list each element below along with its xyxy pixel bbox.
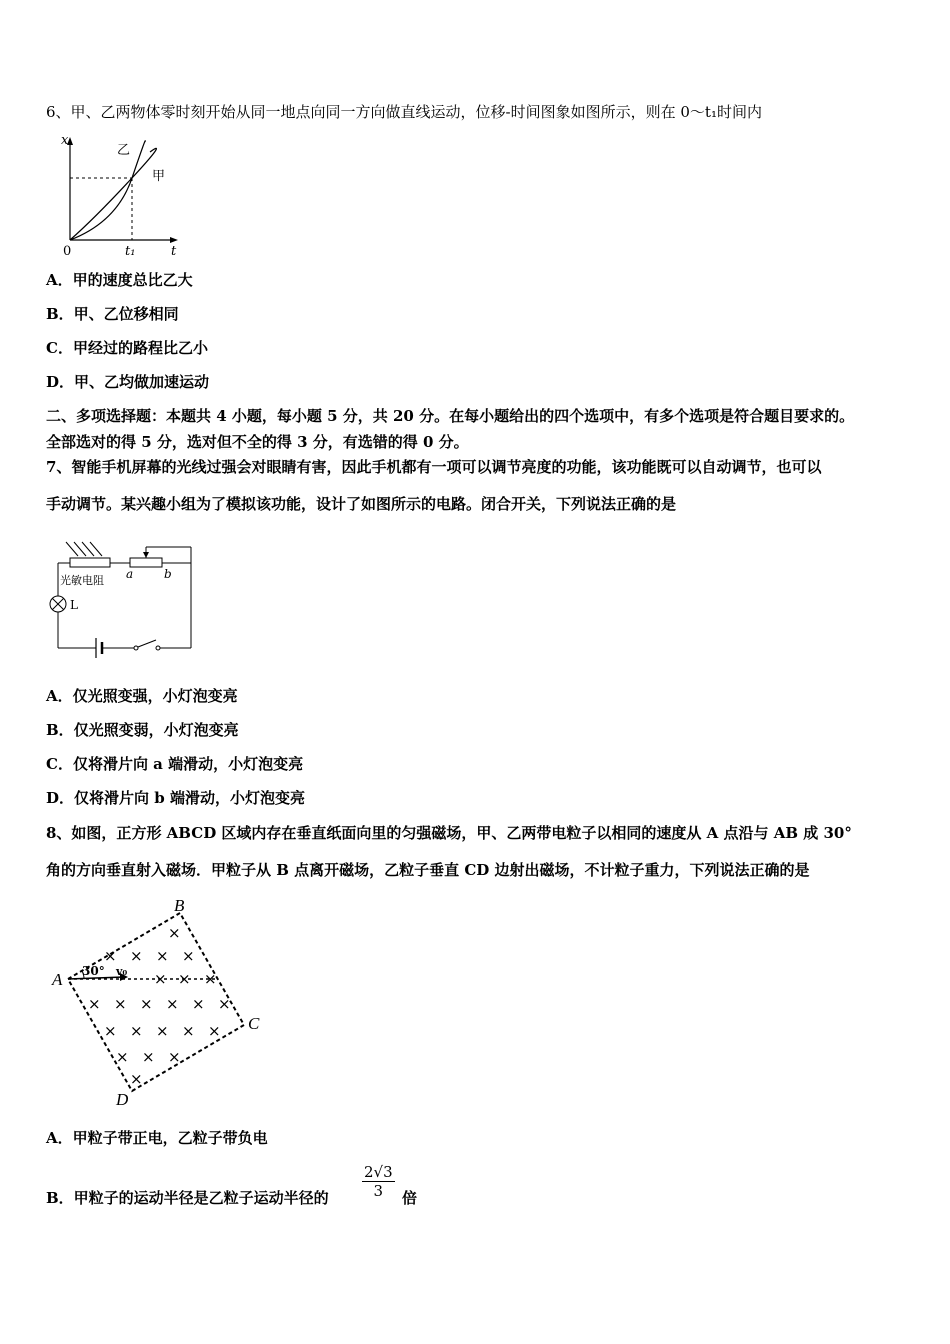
q7-stem-line2: 手动调节。某兴趣小组为了模拟该功能，设计了如图所示的电路。闭合开关，下列说法正确的是: [46, 495, 677, 513]
field-cross: ×: [168, 1048, 181, 1066]
field-cross: ×: [142, 1048, 155, 1066]
field-cross: ×: [166, 995, 179, 1013]
q6-option-c: C．甲经过的路程比乙小: [46, 339, 208, 357]
slider-arrow: [143, 552, 149, 558]
q8-option-b-suffix: 倍: [402, 1189, 418, 1207]
field-cross: ×: [130, 947, 143, 965]
velocity-label: v₀: [116, 965, 128, 978]
section2-line1: 二、多项选择题：本题共 4 小题，每小题 5 分，共 20 分。在每小题给出的四个选项中，有多个选项是符合题目要求的。: [46, 407, 855, 425]
photoresistor-label: 光敏电阻: [60, 574, 104, 587]
q7-option-b: B．仅光照变弱，小灯泡变亮: [46, 721, 239, 739]
t-axis-label: t: [171, 244, 177, 259]
field-cross: ×: [114, 995, 127, 1013]
photoresistor: [70, 558, 110, 567]
x-axis-label: x: [61, 133, 69, 148]
q6-option-d: D．甲、乙均做加速运动: [46, 373, 210, 391]
field-cross: ×: [140, 995, 153, 1013]
field-cross: ×: [204, 970, 217, 988]
curve-jia-label: 甲: [152, 169, 166, 184]
field-cross: ×: [192, 995, 205, 1013]
q7-option-d: D．仅将滑片向 b 端滑动，小灯泡变亮: [46, 789, 305, 807]
q8-option-b-prefix: B．甲粒子的运动半径是乙粒子运动半径的: [46, 1189, 329, 1207]
switch-terminal: [134, 646, 138, 650]
field-cross: ×: [218, 995, 231, 1013]
field-cross: ×: [168, 924, 181, 942]
field-cross: ×: [182, 947, 195, 965]
q6-option-b: B．甲、乙位移相同: [46, 305, 179, 323]
q6-option-a: A．甲的速度总比乙大: [46, 271, 193, 289]
field-cross: ×: [156, 1022, 169, 1040]
origin-label: 0: [63, 244, 72, 259]
q6-xt-graph: [55, 132, 185, 260]
field-cross: ×: [130, 1022, 143, 1040]
vertex-b-label: B: [174, 896, 185, 915]
q8-stem-line1: 8、如图，正方形 ABCD 区域内存在垂直纸面向里的匀强磁场，甲、乙两带电粒子以相同的速度从 A 点沿与 AB 成 30°: [46, 824, 852, 842]
vertex-a-label: A: [52, 970, 63, 989]
curve-yi-label: 乙: [117, 143, 131, 158]
field-cross: ×: [178, 970, 191, 988]
q8-option-b-fraction: [362, 1163, 395, 1200]
vertex-c-label: C: [248, 1014, 260, 1033]
q8-stem-line2: 角的方向垂直射入磁场．甲粒子从 B 点离开磁场，乙粒子垂直 CD 边射出磁场，不计粒子重力，下列说法正确的是: [46, 861, 810, 879]
q8-magnetic-field-diagram: [46, 895, 276, 1110]
q7-stem-line1: 7、智能手机屏幕的光线过强会对眼睛有害，因此手机都有一项可以调节亮度的功能，该功能既可以自动调节，也可以: [46, 458, 822, 476]
q8-option-a: A．甲粒子带正电，乙粒子带负电: [46, 1129, 268, 1147]
field-cross: ×: [154, 970, 167, 988]
q7-circuit-diagram: [46, 538, 201, 664]
field-cross: ×: [116, 1048, 129, 1066]
curve-jia: [70, 141, 145, 240]
magnetic-field-crosses: [88, 924, 231, 1088]
q6-stem: 6、甲、乙两物体零时刻开始从同一地点向同一方向做直线运动，位移-时间图象如图所示，则在 0～t₁时间内: [46, 103, 762, 121]
section2-line2: 全部选对的得 5 分，选对但不全的得 3 分，有选错的得 0 分。: [46, 433, 469, 451]
rheostat-end-b: b: [164, 567, 172, 581]
q7-option-a: A．仅光照变强，小灯泡变亮: [46, 687, 238, 705]
rheostat-end-a: a: [126, 567, 134, 581]
angle-label: 30°: [82, 964, 105, 978]
field-cross: ×: [130, 1070, 143, 1088]
t1-label: t₁: [125, 244, 136, 259]
fraction-numerator: 2√3: [364, 1163, 393, 1181]
fraction-denominator: 3: [373, 1182, 384, 1200]
field-cross: ×: [104, 947, 117, 965]
field-cross: ×: [208, 1022, 221, 1040]
field-cross: ×: [182, 1022, 195, 1040]
q7-option-c: C．仅将滑片向 a 端滑动，小灯泡变亮: [46, 755, 304, 773]
vertex-d-label: D: [116, 1090, 129, 1109]
lamp-label: L: [70, 598, 78, 612]
switch-terminal: [156, 646, 160, 650]
curve-yi: [70, 148, 156, 240]
switch-blade: [138, 640, 156, 647]
t-axis-arrow: [170, 237, 178, 243]
field-cross: ×: [88, 995, 101, 1013]
rheostat: [130, 558, 162, 567]
field-cross: ×: [156, 947, 169, 965]
field-cross: ×: [104, 1022, 117, 1040]
